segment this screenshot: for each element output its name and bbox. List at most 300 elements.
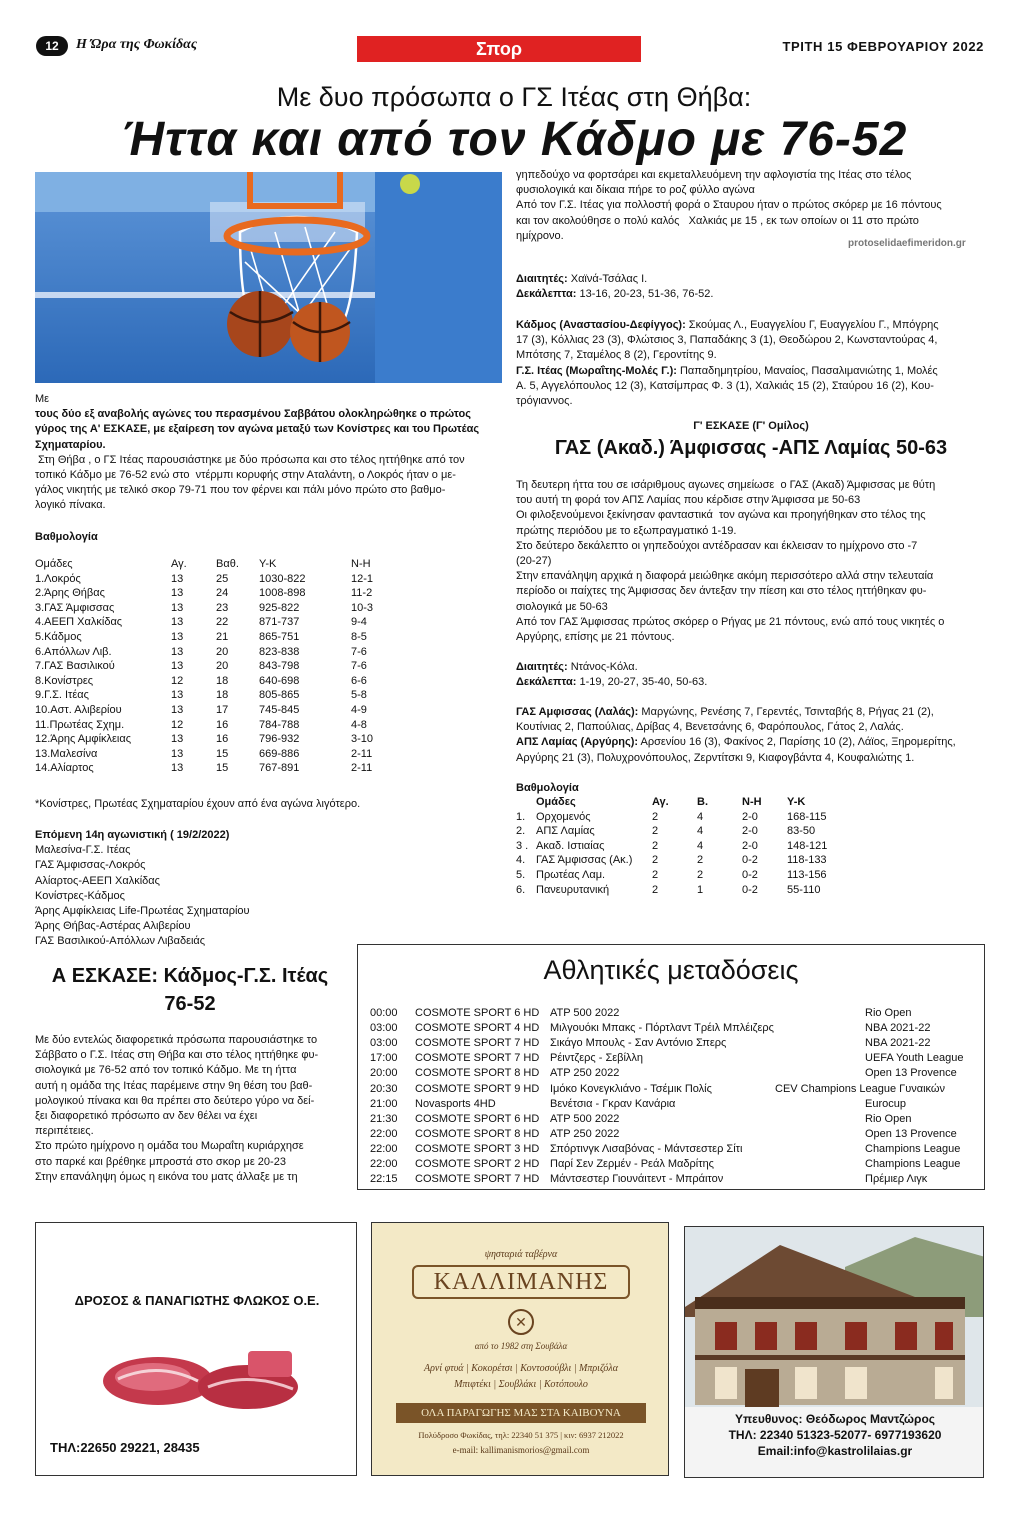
- standings-cell: 18: [216, 674, 229, 687]
- roster-line: Σκούμας Λ., Ευαγγελίου Γ, Ευαγγελίου Γ., Μπόγρης: [685, 319, 939, 331]
- broadcast-channel: COSMOTE SPORT 6 HD: [415, 1112, 540, 1125]
- standings-cell: 10.Αστ. Αλιβερίου: [35, 703, 122, 716]
- broadcast-event: ATP 250 2022: [550, 1067, 620, 1080]
- body-line: ξει διαφορετικό πρόσωπο αν δεν θέλει να έχει: [35, 1110, 258, 1123]
- standings-cell: 118-133: [787, 854, 827, 867]
- standings-cell: Πρωτέας Λαμ.: [536, 868, 606, 881]
- broadcast-channel: COSMOTE SPORT 7 HD: [415, 1173, 540, 1186]
- meat-icon: [98, 1331, 308, 1415]
- roster-line: Παπαδημητρίου, Μαναίος, Πασαλιμανιώτης 1, Μολές: [676, 364, 938, 377]
- body-line: σιολογικά με 76-52 από τον τοπικό Κάδμο. Με τη ήττα: [35, 1064, 297, 1077]
- fixture: Άρης Θήβας-Αστέρας Αλιβερίου: [35, 920, 191, 933]
- body-line: Στην επανάληψη αρχικά η διαφορά μειώθηκε ακόμη περισσότερο αλλά στην τελευταία: [516, 570, 934, 583]
- ad-kallimanis-email: e-mail: kallimanismorios@gmail.com: [452, 1445, 590, 1455]
- quarters-value: 1-19, 20-27, 35-40, 50-63.: [576, 676, 708, 689]
- body-line: αυτή η ομάδα της Ιτέας παρέμεινε στην 9η θέση του βαθ-: [35, 1079, 313, 1092]
- standings-cell: 6.Απόλλων Λιβ.: [35, 645, 112, 658]
- standings-row: [516, 839, 857, 854]
- gas-subhead: Γ' ΕΣΚΑΣΕ (Γ' Ομίλος): [693, 420, 809, 432]
- standings-cell: 5-8: [351, 689, 367, 702]
- standings-row: [35, 732, 411, 747]
- eskase-headline-line: Α ΕΣΚΑΣΕ: Κάδμος-Γ.Σ. Ιτέας: [51, 965, 329, 987]
- standings-cell: ΑΠΣ Λαμίας: [536, 825, 595, 838]
- roster-label: Κάδμος (Αναστασίου-Δεφίγγος):: [516, 319, 686, 331]
- standings-cell: 640-698: [259, 674, 300, 687]
- standings-cell: 23: [216, 601, 229, 614]
- referees-label: Διαιτητές:: [516, 661, 568, 673]
- body-line: φυσιολογικά και δίκαια πήρε το ροζ φύλλο αγώνα: [516, 184, 755, 197]
- standings-cell: 2: [697, 868, 704, 881]
- rosters: [516, 318, 986, 409]
- standings-row: [35, 659, 411, 674]
- body-line: Με δύο εντελώς διαφορετικά πρόσωπα παρουσιάστηκε το: [35, 1034, 318, 1046]
- standings-cell: 20: [216, 645, 229, 658]
- standings-row: [35, 674, 411, 689]
- standings-cell: 2: [652, 883, 659, 896]
- col-header: Αγ.: [171, 558, 187, 570]
- ad-flokos-title: ΔΡΟΣΟΣ & ΠΑΝΑΓΙΩΤΗΣ ΦΛΩΚΟΣ Ο.Ε.: [74, 1293, 320, 1308]
- intro-bold-line: γύρος της Α' ΕΣΚΑΣΕ, με εξαίρεση τον αγώνα μεταξύ των Κονίστρες και του Πρωτέας: [35, 423, 480, 436]
- broadcast-row: [357, 1098, 985, 1113]
- broadcast-channel: COSMOTE SPORT 2 HD: [415, 1158, 540, 1170]
- standings-cell: 13: [171, 572, 184, 585]
- ad-kallimanis-menu: Μπιφτέκι | Σουβλάκι | Κοτόπουλο: [454, 1379, 588, 1390]
- standings-cell: 6.: [516, 883, 526, 896]
- quarters-label: Δεκάλεπτα:: [516, 288, 577, 301]
- broadcast-row: [357, 1037, 985, 1052]
- body-line: σιολογικά με 50-63: [516, 600, 608, 613]
- broadcast-row: [357, 1143, 985, 1158]
- standings-cell: 13: [171, 703, 184, 716]
- issue-date: ΤΡΙΤΗ 15 ΦΕΒΡΟΥΑΡΙΟΥ 2022: [782, 39, 984, 54]
- standings-cell: 925-822: [259, 601, 300, 614]
- broadcast-comp: NBA 2021-22: [865, 1037, 931, 1050]
- standings-cell: 13: [171, 587, 184, 600]
- standings-cell: 83-50: [787, 825, 816, 838]
- standings-cell: 12.Άρης Αμφίκλειας: [35, 733, 132, 746]
- standings-cell: 113-156: [787, 868, 827, 881]
- standings-cell: 796-932: [259, 733, 300, 746]
- standings-row: [516, 853, 857, 868]
- fixture: Μαλεσίνα-Γ.Σ. Ιτέας: [35, 844, 131, 857]
- fixture: ΓΑΣ Άμφισσας-Λοκρός: [35, 859, 146, 872]
- referees-value: Ντάνος-Κόλα.: [567, 661, 638, 673]
- standings-cell: 16: [216, 718, 229, 731]
- standings-cell: Ακαδ. Ιστιαίας: [536, 839, 605, 852]
- broadcast-time: 21:30: [370, 1112, 398, 1125]
- broadcast-time: 22:00: [370, 1142, 398, 1155]
- page-number: 12: [36, 36, 68, 56]
- quarters-value: 13-16, 20-23, 51-36, 76-52.: [576, 288, 714, 301]
- broadcast-comp: Πρέμιερ Λιγκ: [865, 1173, 928, 1186]
- ad-kallimanis-menu: Αρνί φτυά | Κοκορέτσι | Κοντοσούβλι | Μπριζόλα: [423, 1363, 619, 1374]
- standings-row: [35, 703, 411, 718]
- standings-cell: 13: [171, 601, 184, 614]
- broadcast-event: Μάντσεστερ Γιουνάιτεντ - Μπράιτον: [550, 1173, 724, 1186]
- ad-kastro-manager: Υπευθυνος: Θεόδωρος Μαντζώρος: [734, 1412, 936, 1426]
- broadcast-event: ATP 500 2022: [550, 1007, 620, 1019]
- standings-table: [35, 557, 411, 776]
- standings-cell: 8-5: [351, 630, 367, 643]
- standings-cell: 11-2: [351, 587, 373, 600]
- body-line: γηπεδούχο να φορτσάρει και εκμεταλλευόμενη την αφλογιστία της Ιτέας στο τέλος: [516, 169, 912, 181]
- article-kicker: Με δυο πρόσωπα ο ΓΣ Ιτέας στη Θήβα:: [276, 82, 752, 112]
- standings-cell: 2.: [516, 825, 526, 838]
- broadcast-row: [357, 1173, 985, 1188]
- roster-line: Μαργώνης, Ρενέσης 7, Γερεντές, Τσινταβής 8, Ρήγας 21 (2),: [638, 706, 934, 718]
- standings-cell: 168-115: [787, 810, 827, 823]
- standings-cell: 10-3: [351, 601, 374, 614]
- body-line: Στην επανάληψη όμως η εικόνα του ματς άλλαξε με τη: [35, 1170, 298, 1183]
- standings-cell: 2-0: [742, 825, 758, 838]
- standings-cell: 843-798: [259, 660, 300, 673]
- standings-cell: 11.Πρωτέας Σχημ.: [35, 718, 125, 731]
- broadcast-time: 22:00: [370, 1158, 398, 1170]
- standings-cell: 18: [216, 689, 229, 702]
- broadcast-event: Ιμόκο Κονεγκλιάνο - Τσέμικ Πολίς: [550, 1082, 712, 1095]
- match-details: [516, 272, 986, 302]
- intro-bold-line: Σχηματαρίου.: [35, 438, 106, 451]
- ad-kastro-phone: ΤΗΛ: 22340 51323-52077- 6977193620: [728, 1428, 942, 1442]
- article-headline: Ήττα και από τον Κάδμο με 76-52: [120, 113, 908, 166]
- col-header: Αγ.: [652, 796, 669, 808]
- broadcast-row: [357, 1067, 985, 1082]
- body-line: Από τον ΓΑΣ Άμφισσας πρώτος σκόρερ ο Ρήγας με 21 πόντους, ενώ από τους νικητές ο: [516, 615, 945, 628]
- roster-line: Κουτίνιας 2, Παπούλιας, Δρίβας 4, Βενετσάνης 6, Φαρόπουλος, Γάτος 2, Λαλάς.: [516, 721, 904, 734]
- section-banner: Σπορ: [357, 36, 641, 62]
- standings-row: [35, 718, 411, 733]
- roster-line: 17 (3), Κόλλιας 23 (3), Φλώτσιος 3, Παπαδάκης 3 (1), Θεοδώρου 2, Κωνσταντούρας 4,: [516, 334, 938, 347]
- body-line: Οι φιλοξενούμενοι ξεκίνησαν φανταστικά τον αγώνα και προηγήθηκαν στο τέλος της: [516, 509, 926, 522]
- body-line: περίοδο οι παίχτες της Άμφισσας δεν άντεξαν την πίεση και στο τέλος ηττήθηκαν φυ-: [516, 585, 927, 598]
- standings-cell: 4: [697, 825, 704, 838]
- standings-cell: ΓΑΣ Άμφισσας (Ακ.): [536, 854, 633, 867]
- broadcast-comp: Champions League: [865, 1142, 961, 1155]
- standings-cell: 2-0: [742, 839, 758, 852]
- roster-line: Αρσενίου 16 (3), Φακίνος 2, Παρίσης 10 (2), Λάϊος, Ξηρομερίτης,: [638, 736, 956, 749]
- standings-cell: 767-891: [259, 762, 300, 775]
- standings-row: [35, 586, 411, 601]
- body-line: Στο πρώτο ημίχρονο η ομάδα του Μωραΐτη κυριάρχησε: [35, 1140, 304, 1153]
- ad-kallimanis-since: από το 1982 στη Σουβάλα: [474, 1341, 568, 1351]
- standings-row: [35, 761, 411, 776]
- ad-kastro-email: Email:info@kastrolilaias.gr: [757, 1444, 913, 1458]
- eskase-headline-line: 76-52: [164, 993, 216, 1015]
- broadcast-row: [357, 1158, 985, 1173]
- quarters-label: Δεκάλεπτα:: [516, 676, 577, 689]
- standings-row: [35, 630, 411, 645]
- standings-cell: 9.Γ.Σ. Ιτέας: [35, 689, 89, 702]
- broadcast-time: 21:00: [370, 1097, 398, 1110]
- broadcast-time: 03:00: [370, 1037, 398, 1050]
- roster-line: Αργύρης 21 (3), Πολυχρονόπουλος, Ζερντίτσκι 9, Κιαφογβάντα 4, Κουφαλιώτης 1.: [516, 751, 915, 764]
- body-line: λογικό πίνακα.: [35, 499, 106, 512]
- broadcast-comp: Champions League: [865, 1158, 961, 1170]
- broadcast-row: [357, 1052, 985, 1067]
- standings-cell: 13: [171, 689, 184, 702]
- standings-cell: 17: [216, 703, 229, 716]
- ad-kallimanis: [371, 1222, 669, 1476]
- standings-cell: 12: [171, 674, 184, 687]
- standings-row: [35, 615, 411, 630]
- next-round-title: Επόμενη 14η αγωνιστική ( 19/2/2022): [35, 829, 230, 841]
- standings-cell: 13: [171, 630, 184, 643]
- standings-cell: 14.Αλίαρτος: [35, 762, 94, 775]
- broadcast-event: Σπόρτινγκ Λισαβόνας - Μάντσεστερ Σίτι: [550, 1142, 743, 1155]
- ad-flokos: [35, 1222, 357, 1476]
- broadcast-list: [357, 1007, 985, 1187]
- roster-label: Γ.Σ. Ιτέας (Μωραΐτης-Μολές Γ.):: [516, 364, 677, 377]
- gas-rosters: [516, 705, 986, 766]
- standings-cell: 13: [171, 616, 184, 629]
- standings-cell: 5.Κάδμος: [35, 630, 82, 643]
- standings-note: *Κονίστρες, Πρωτέας Σχηματαρίου έχουν από ένα αγώνα λιγότερο.: [35, 798, 361, 810]
- standings-cell: 4-8: [351, 718, 367, 731]
- broadcast-time: 22:00: [370, 1127, 398, 1140]
- standings-cell: 55-110: [787, 883, 821, 896]
- publication-name: Η Ώρα της Φωκίδας: [76, 37, 198, 52]
- fixture: Αλίαρτος-ΑΕΕΠ Χαλκίδας: [35, 874, 160, 887]
- gas-match-details: [516, 660, 986, 690]
- watermark: protoselidaefimeridon.gr: [848, 238, 966, 249]
- main-article-body: [35, 392, 505, 514]
- standings-cell: 2.Άρης Θήβας: [35, 587, 105, 600]
- broadcast-comp: Open 13 Provence: [865, 1127, 957, 1140]
- broadcast-channel: COSMOTE SPORT 7 HD: [415, 1037, 540, 1050]
- body-line: Σάββατο ο Γ.Σ. Ιτέας στη Θήβα και στο τέλος ηττήθηκε φυ-: [35, 1049, 319, 1062]
- col-header: Ν-Η: [742, 796, 762, 808]
- standings-row: [516, 883, 857, 898]
- broadcast-channel: COSMOTE SPORT 8 HD: [415, 1127, 540, 1140]
- standings-cell: 3-10: [351, 733, 374, 746]
- standings-cell: 2-11: [351, 762, 373, 775]
- standings-cell: 1008-898: [259, 587, 306, 600]
- standings-cell: 745-845: [259, 703, 300, 716]
- standings-title: Βαθμολογία: [35, 531, 98, 543]
- standings-header-row: [516, 795, 857, 810]
- standings-cell: 4.: [516, 854, 526, 867]
- standings-cell: 871-737: [259, 616, 300, 629]
- broadcast-row: [357, 1083, 985, 1098]
- col-header: Β.: [697, 796, 708, 808]
- roster-line: Α. 5, Αγγελόπουλος 12 (3), Κατσίμπρας Φ. 3 (1), Χαλκιάς 15 (2), Σταύρου 16 (2), Κου-: [516, 379, 934, 392]
- body-line: Στο δεύτερο δεκάλεπτο οι γηπεδούχοι αντέδρασαν και έκλεισαν το ημίχρονο στο -7: [516, 539, 918, 552]
- gas-headline: ΓΑΣ (Ακαδ.) Άμφισσας -ΑΠΣ Λαμίας 50-63: [554, 437, 948, 459]
- broadcast-comp: Open 13 Provence: [865, 1067, 957, 1080]
- standings-cell: Ορχομενός: [536, 810, 591, 823]
- standings-cell: 1.: [516, 810, 526, 823]
- standings-cell: 4: [697, 810, 704, 823]
- broadcast-event: Ρέιντζερς - Σεβίλλη: [550, 1052, 644, 1065]
- body-line: ημίχρονο.: [516, 229, 564, 242]
- standings-cell: 20: [216, 660, 229, 673]
- hotel-building-photo: [685, 1227, 984, 1407]
- standings-cell: Πανευρυτανική: [536, 883, 610, 896]
- ad-kallimanis-name: ΚΑΛΛΙΜΑΝΗΣ: [412, 1265, 630, 1299]
- standings-cell: 12-1: [351, 572, 374, 585]
- continuation-text: [516, 168, 986, 244]
- standings-cell: 1: [697, 883, 704, 896]
- standings-cell: 669-886: [259, 747, 300, 760]
- fixture: ΓΑΣ Βασιλικού-Απόλλων Λιβαδειάς: [35, 935, 206, 948]
- broadcast-time: 20:00: [370, 1067, 398, 1080]
- gas-standings-table: [516, 795, 857, 897]
- standings-cell: 784-788: [259, 718, 300, 731]
- standings-cell: 25: [216, 572, 229, 585]
- cutlery-icon: ✕: [508, 1309, 534, 1335]
- standings-row: [35, 572, 411, 587]
- standings-cell: 148-121: [787, 839, 828, 852]
- standings-cell: 9-4: [351, 616, 367, 629]
- standings-cell: 21: [216, 630, 229, 643]
- standings-cell: 823-838: [259, 645, 300, 658]
- standings-cell: 13: [171, 733, 184, 746]
- broadcast-row: [357, 1113, 985, 1128]
- intro-lead: Με: [35, 393, 50, 405]
- col-header: Ομάδες: [35, 558, 73, 570]
- broadcast-comp: UEFA Youth League: [865, 1052, 964, 1065]
- body-line: του αυτή τη φορά τον ΑΠΣ Λαμίας που κέρδισε στην Άμφισσα με 50-63: [516, 494, 861, 507]
- standings-cell: 22: [216, 616, 229, 629]
- eskase-headline: [35, 962, 345, 1018]
- body-line: στο παρκέ και βρέθηκε μπροστά στο σκορ με 20-23: [35, 1155, 286, 1168]
- standings-cell: 0-2: [742, 883, 758, 896]
- broadcast-time: 03:00: [370, 1022, 398, 1035]
- broadcast-time: 20:30: [370, 1082, 398, 1095]
- standings-cell: 13: [171, 660, 184, 673]
- standings-cell: 7-6: [351, 660, 367, 673]
- col-header: Υ-Κ: [259, 558, 277, 570]
- ad-kallimanis-tagline: ψησταριά ταβέρνα: [484, 1249, 558, 1260]
- roster-line: τρόγιαννος.: [516, 395, 573, 408]
- referees-label: Διαιτητές:: [516, 273, 568, 285]
- intro-bold-line: τους δύο εξ αναβολής αγώνες του περασμένου Σαββάτου ολοκληρώθηκε ο πρώτος: [35, 408, 471, 421]
- standings-cell: 3 .: [516, 839, 529, 852]
- roster-label: ΓΑΣ Αμφισσας (Λαλάς):: [516, 706, 639, 718]
- standings-cell: 13: [171, 762, 184, 775]
- broadcast-time: 22:15: [370, 1173, 398, 1186]
- roster-label: ΑΠΣ Λαμίας (Αργύρης):: [516, 736, 639, 749]
- standings-row: [516, 810, 857, 825]
- standings-cell: 2: [652, 868, 659, 881]
- ad-kallimanis-banner: ΟΛΑ ΠΑΡΑΓΩΓΗΣ ΜΑΣ ΣΤΑ ΚΑΙΒΟΥΝΑ: [396, 1403, 646, 1423]
- broadcast-event: Βενέτσια - Γκραν Κανάρια: [550, 1097, 676, 1110]
- standings-cell: 7-6: [351, 645, 367, 658]
- gas-body: [516, 478, 986, 645]
- standings-row: [35, 688, 411, 703]
- body-line: Αργύρης, επίσης με 21 πόντους.: [516, 631, 675, 644]
- standings-header-row: [35, 557, 411, 572]
- roster-line: Μπότσης 7, Σταμέλος 8 (2), Γεροντίτης 9.: [516, 349, 717, 362]
- standings-cell: 2: [652, 854, 659, 867]
- fixture: Άρης Αμφίκλειας Life-Πρωτέας Σχηματαρίου: [35, 905, 250, 918]
- broadcast-event: ATP 250 2022: [550, 1127, 620, 1140]
- standings-cell: 15: [216, 747, 229, 760]
- body-line: και τον ακολούθησε ο πολύ καλός Χαλκιάς με 15 , εκ των οποίων οι 11 στο πρώτο: [516, 214, 919, 227]
- standings-cell: 3.ΓΑΣ Άμφισσας: [35, 601, 115, 614]
- body-line: περιπέτειες.: [35, 1125, 94, 1138]
- standings-cell: 12: [171, 718, 184, 731]
- standings-cell: 2-0: [742, 810, 758, 823]
- next-round: [35, 828, 335, 950]
- body-line: Στη Θήβα , ο ΓΣ Ιτέας παρουσιάστηκε με δύο πρόσωπα και στο τέλος ηττήθηκε από τον: [35, 453, 465, 466]
- broadcast-event: Μιλγουόκι Μπακς - Πόρτλαντ Τρέιλ Μπλέιζερς: [550, 1022, 774, 1035]
- col-header: Ν-Η: [351, 558, 371, 570]
- col-header: [516, 795, 536, 810]
- standings-row: [35, 645, 411, 660]
- broadcast-event: Παρί Σεν Ζερμέν - Ρεάλ Μαδρίτης: [550, 1158, 714, 1170]
- standings-cell: 5.: [516, 868, 526, 881]
- standings-cell: 13: [171, 747, 184, 760]
- broadcast-row: [357, 1128, 985, 1143]
- broadcast-channel: COSMOTE SPORT 8 HD: [415, 1067, 540, 1080]
- broadcast-event: ATP 500 2022: [550, 1112, 620, 1125]
- standings-cell: 2: [697, 854, 704, 867]
- broadcast-channel: Novasports 4HD: [415, 1097, 496, 1110]
- broadcast-channel: COSMOTE SPORT 3 HD: [415, 1142, 540, 1155]
- broadcast-event: Σικάγο Μπουλς - Σαν Αντόνιο Σπερς: [550, 1037, 727, 1050]
- referees-value: Χαϊνά-Τσάλας Ι.: [567, 273, 648, 285]
- ad-flokos-phone: ΤΗΛ:22650 29221, 28435: [50, 1440, 200, 1455]
- standings-cell: 0-2: [742, 868, 758, 881]
- standings-cell: 4: [697, 839, 704, 852]
- standings-cell: 6-6: [351, 674, 367, 687]
- col-header: Υ-Κ: [787, 796, 806, 808]
- standings-row: [35, 601, 411, 616]
- body-line: μολογικού πίνακα και θα πρέπει στο δεύτερο γύρο να δεί-: [35, 1094, 315, 1107]
- standings-cell: 865-751: [259, 630, 300, 643]
- body-line: Από τον Γ.Σ. Ιτέας για πολλοστή φορά ο Σταυρου ήταν ο πρώτος σκόρερ με 16 πόντους: [516, 199, 942, 212]
- standings-cell: 805-865: [259, 689, 300, 702]
- broadcast-channel: COSMOTE SPORT 9 HD: [415, 1082, 540, 1095]
- standings-cell: 1030-822: [259, 572, 306, 585]
- body-line: Τη δευτερη ήττα του σε ισάριθμους αγωνες σημείωσε ο ΓΑΣ (Ακαδ) Άμφισσας με θύτη: [516, 479, 936, 491]
- gas-standings-title: Βαθμολογία: [516, 782, 579, 794]
- broadcast-comp: Rio Open: [865, 1007, 912, 1019]
- broadcast-comp: Rio Open: [865, 1112, 912, 1125]
- col-header: Ομάδες: [536, 796, 576, 808]
- standings-cell: 0-2: [742, 854, 758, 867]
- col-header: Βαθ.: [216, 558, 239, 570]
- body-line: πρώτης περιόδου με το εξωπραγματικό 1-19.: [516, 524, 737, 537]
- standings-cell: 4-9: [351, 703, 367, 716]
- body-line: γάλος νικητής με τελικό σκορ 79-71 που τον φέρνει και πάλι μόνο πρώτο στο βαθμο-: [35, 484, 446, 497]
- standings-cell: 8.Κονίστρες: [35, 674, 94, 687]
- standings-cell: 13: [171, 645, 184, 658]
- basketball-hoop-illustration: [35, 172, 502, 383]
- body-line: (20-27): [516, 555, 552, 568]
- standings-cell: 7.ΓΑΣ Βασιλικού: [35, 660, 115, 673]
- body-line: τοπικό Κάδμο με 76-52 ενώ στο ντέρμπι κορυφής στην Αταλάντη, ο Λοκρός ήταν ο με-: [35, 469, 456, 482]
- broadcast-channel: COSMOTE SPORT 4 HD: [415, 1022, 540, 1035]
- standings-cell: 2: [652, 839, 659, 852]
- standings-row: [35, 747, 411, 762]
- eskase-body: [35, 1033, 350, 1185]
- broadcast-row: [357, 1007, 985, 1022]
- standings-cell: 15: [216, 762, 229, 775]
- broadcast-row: [357, 1022, 985, 1037]
- broadcast-comp: CEV Champions League Γυναικών: [775, 1082, 945, 1095]
- standings-cell: 16: [216, 733, 229, 746]
- standings-cell: 2: [652, 810, 659, 823]
- ad-kastro: [684, 1226, 984, 1478]
- standings-row: [516, 824, 857, 839]
- standings-cell: 24: [216, 587, 229, 600]
- broadcast-comp: Eurocup: [865, 1097, 906, 1110]
- standings-cell: 4.ΑΕΕΠ Χαλκίδας: [35, 616, 123, 629]
- standings-row: [516, 868, 857, 883]
- broadcast-time: 00:00: [370, 1007, 398, 1019]
